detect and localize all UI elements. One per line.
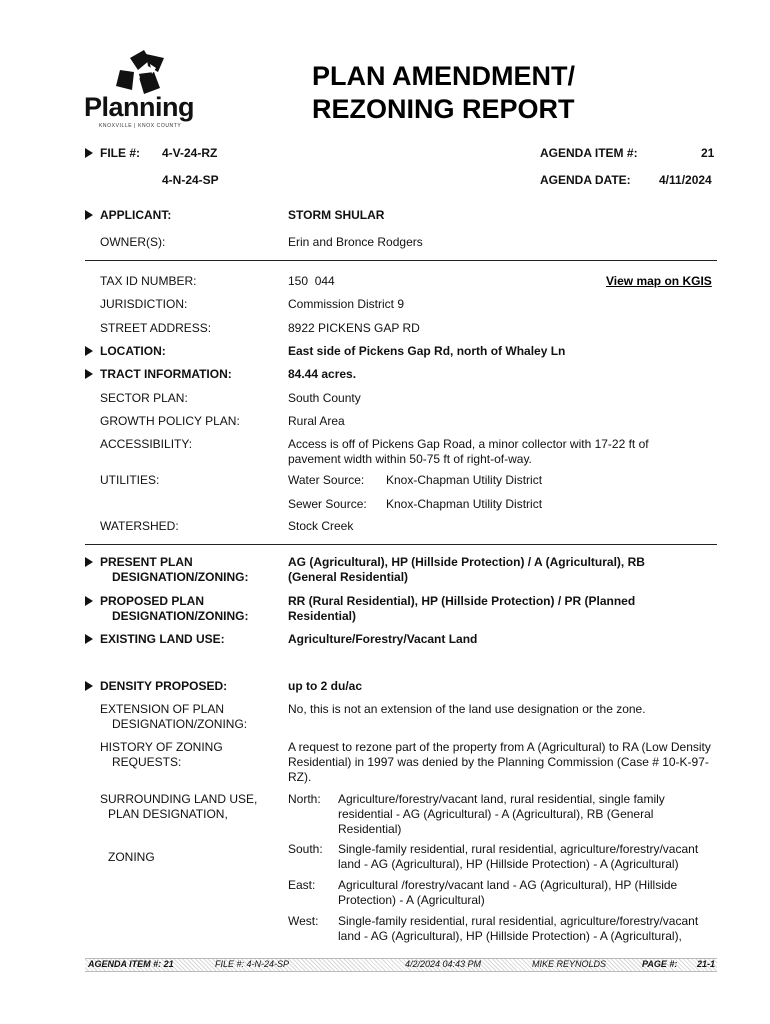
water-source-label: Water Source:	[288, 473, 365, 487]
proposed-plan-label-line2: DESIGNATION/ZONING:	[112, 609, 249, 623]
bullet-arrow-icon	[85, 210, 93, 220]
footer-file: FILE #: 4-N-24-SP	[215, 959, 290, 969]
growth-policy-label: GROWTH POLICY PLAN:	[100, 414, 240, 428]
report-title-line1: PLAN AMENDMENT/	[312, 61, 575, 91]
extension-value: No, this is not an extension of the land use designation or the zone.	[288, 702, 646, 716]
west-label: West:	[288, 914, 319, 928]
bullet-arrow-icon	[85, 681, 93, 691]
north-label: North:	[288, 792, 321, 806]
planning-logo-text: Planning	[84, 92, 194, 122]
footer-author: MIKE REYNOLDS	[532, 959, 607, 969]
view-map-kgis-link[interactable]: View map on KGIS	[606, 274, 712, 288]
existing-land-use-label: EXISTING LAND USE:	[100, 632, 225, 646]
density-proposed-label: DENSITY PROPOSED:	[100, 679, 228, 693]
extension-label	[100, 702, 247, 732]
accessibility-value: Access is off of Pickens Gap Road, a minor collector with 17-22 ft of pavement width within 50-75 ft of right-of-way.	[288, 437, 649, 466]
owner-value: Erin and Bronce Rodgers	[288, 235, 423, 249]
bullet-arrow-icon	[85, 557, 93, 567]
bullet-arrow-icon	[85, 596, 93, 606]
proposed-plan-value: RR (Rural Residential), HP (Hillside Protection) / PR (Planned Residential)	[288, 594, 636, 623]
street-address-value: 8922 PICKENS GAP RD	[288, 321, 420, 335]
agenda-item-label: AGENDA ITEM #:	[540, 146, 638, 160]
south-value: Single-family residential, rural residential, agriculture/forestry/vacant land - AG (Agricultural), HP (Hillside Protection) - A (Agricultural)	[338, 842, 699, 871]
jurisdiction-value: Commission District 9	[288, 297, 405, 311]
agenda-date-label: AGENDA DATE:	[540, 173, 631, 187]
history-label	[100, 740, 223, 770]
file-number-rz: 4-V-24-RZ	[162, 146, 218, 160]
extension-label-line2: DESIGNATION/ZONING:	[112, 717, 248, 731]
applicant-value: STORM SHULAR	[288, 208, 385, 222]
present-plan-label	[100, 555, 248, 585]
sector-plan-value: South County	[288, 391, 361, 405]
surrounding-label-line1: SURROUNDING LAND USE,	[100, 792, 258, 806]
planning-logo	[84, 50, 199, 132]
agenda-date-value: 4/11/2024	[659, 173, 712, 187]
surrounding-label-zoning: ZONING	[108, 850, 155, 864]
east-value: Agricultural /forestry/vacant land - AG (Agricultural), HP (Hillside Protection) - A (Agricultural)	[338, 878, 678, 907]
tax-id-value: 150 044	[288, 274, 335, 288]
north-value: Agriculture/forestry/vacant land, rural residential, single family residential - AG (Agricultural) - A (Agricultural), RB (General Residential)	[338, 792, 665, 836]
present-plan-label-line1: PRESENT PLAN	[100, 555, 193, 569]
growth-policy-value: Rural Area	[288, 414, 345, 428]
footer-page-label: PAGE #:	[642, 959, 678, 969]
planning-logo-tagline: KNOXVILLE | KNOX COUNTY	[99, 123, 182, 129]
water-source-value: Knox-Chapman Utility District	[386, 473, 543, 487]
present-plan-value: AG (Agricultural), HP (Hillside Protection) / A (Agricultural), RB (General Residential)	[288, 555, 645, 584]
section-divider	[85, 544, 717, 545]
applicant-label: APPLICANT:	[100, 208, 172, 222]
surrounding-label-line2: PLAN DESIGNATION,	[108, 807, 228, 821]
sewer-source-label: Sewer Source:	[288, 497, 367, 511]
footer-page-number: 21-1	[697, 959, 716, 969]
accessibility-label: ACCESSIBILITY:	[100, 437, 193, 451]
bullet-arrow-icon	[85, 346, 93, 356]
location-value: East side of Pickens Gap Rd, north of Whaley Ln	[288, 344, 566, 358]
agenda-item-value: 21	[701, 146, 715, 160]
history-value: A request to rezone part of the property from A (Agricultural) to RA (Low Density Residential) in 1997 was denied by the Planning Commission (Case # 10-K-97-RZ).	[288, 740, 711, 784]
watershed-value: Stock Creek	[288, 519, 354, 533]
tax-id-label: TAX ID NUMBER:	[100, 274, 197, 288]
existing-land-use-value: Agriculture/Forestry/Vacant Land	[288, 632, 478, 646]
file-number-sp: 4-N-24-SP	[162, 173, 219, 187]
sector-plan-label: SECTOR PLAN:	[100, 391, 188, 405]
report-title	[312, 60, 575, 126]
bullet-arrow-icon	[85, 634, 93, 644]
footer-datetime: 4/2/2024 04:43 PM	[405, 959, 482, 969]
present-plan-label-line2: DESIGNATION/ZONING:	[112, 570, 249, 584]
section-divider	[85, 260, 717, 261]
owner-label: OWNER(S):	[100, 235, 166, 249]
west-value: Single-family residential, rural residential, agriculture/forestry/vacant land - AG (Agricultural), HP (Hillside Protection) - A (Agricultural),	[338, 914, 699, 943]
location-label: LOCATION:	[100, 344, 166, 358]
proposed-plan-label	[100, 594, 248, 624]
street-address-label: STREET ADDRESS:	[100, 321, 212, 335]
planning-logo-mark-icon	[110, 50, 170, 98]
footer-agenda-item: AGENDA ITEM #: 21	[88, 959, 174, 969]
jurisdiction-label: JURISDICTION:	[100, 297, 188, 311]
footer-bar	[85, 958, 717, 972]
east-label: East:	[288, 878, 316, 892]
sewer-source-value: Knox-Chapman Utility District	[386, 497, 543, 511]
bullet-arrow-icon	[85, 148, 93, 158]
history-label-line2: REQUESTS:	[112, 755, 182, 769]
tract-value: 84.44 acres.	[288, 367, 357, 381]
watershed-label: WATERSHED:	[100, 519, 179, 533]
tract-label: TRACT INFORMATION:	[100, 367, 232, 381]
density-proposed-value: up to 2 du/ac	[288, 679, 363, 693]
surrounding-label	[100, 792, 257, 822]
extension-label-line1: EXTENSION OF PLAN	[100, 702, 225, 716]
report-title-line2: REZONING REPORT	[312, 94, 575, 124]
bullet-arrow-icon	[85, 369, 93, 379]
file-label: FILE #:	[100, 146, 141, 160]
utilities-label: UTILITIES:	[100, 473, 160, 487]
south-label: South:	[288, 842, 323, 856]
proposed-plan-label-line1: PROPOSED PLAN	[100, 594, 205, 608]
history-label-line1: HISTORY OF ZONING	[100, 740, 223, 754]
